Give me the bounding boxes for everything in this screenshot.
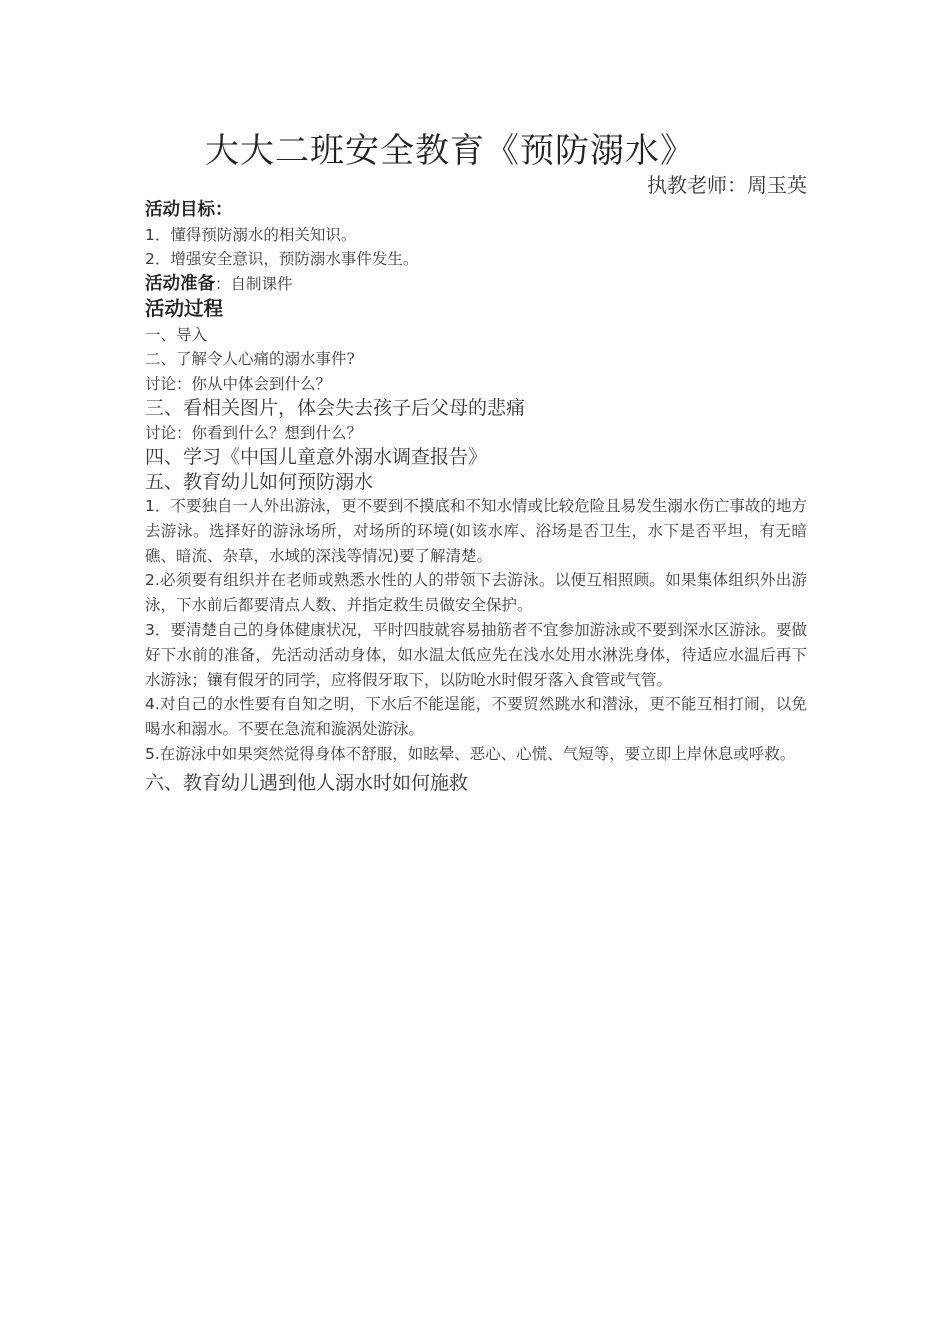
prep-heading: 活动准备: [145, 273, 215, 294]
rule-paragraph: 1．不要独自一人外出游泳，更不要到不摸底和不知水情或比较危险且易发生溺水伤亡事故的地方去游泳。选择好的游泳场所，对场所的环境(如该水库、浴场是否卫生，水下是否平坦，有无暗礁、暗流、杂草，水域的深浅等情况)要了解清楚。: [145, 497, 807, 565]
discussion-1: 讨论：你从中体会到什么？: [145, 374, 332, 393]
step-prevention: 五、教育幼儿如何预防溺水: [145, 470, 374, 493]
page-title: 大大二班安全教育《预防溺水》: [205, 131, 695, 171]
goals-heading: 活动目标：: [145, 200, 233, 220]
teacher-name: 执教老师：周玉英: [647, 173, 807, 197]
step-report: 四、学习《中国儿童意外溺水调查报告》: [145, 446, 488, 468]
rule-paragraph: 2.必须要有组织并在老师或熟悉水性的人的带领下去游泳。以便互相照顾。如果集体组织外出游泳，下水前后都要清点人数、并指定救生员做安全保护。: [145, 571, 807, 615]
goal-item: 2．增强安全意识，预防溺水事件发生。: [145, 250, 419, 268]
step-events: 二、了解令人心痛的溺水事件?: [145, 350, 355, 368]
rule-paragraph: 3．要清楚自己的身体健康状况，平时四肢就容易抽筋者不宜参加游泳或不要到深水区游泳。要做好下水前的准备，先活动活动身体，如水温太低应先在浅水处用水淋洗身体，待适应水温后再下水游泳；镶有假牙的同学，应将假牙取下，以防呛水时假牙落入食管或气管。: [145, 620, 807, 689]
step-pictures: 三、看相关图片，体会失去孩子后父母的悲痛: [145, 397, 526, 419]
rule-paragraph: 4.对自己的水性要有自知之明，下水后不能逞能，不要贸然跳水和潜泳，更不能互相打闹，以免喝水和溺水。不要在急流和漩涡处游泳。: [145, 695, 807, 739]
rule-paragraph: 5.在游泳中如果突然觉得身体不舒服，如眩晕、恶心、心慌、气短等，要立即上岸休息或呼救。: [145, 744, 796, 763]
step-intro: 一、导入: [145, 325, 208, 344]
discussion-2: 讨论：你看到什么？想到什么？: [145, 423, 363, 442]
document-body: [145, 124, 807, 795]
prep-text: ：自制课件: [215, 274, 293, 293]
step-rescue: 六、教育幼儿遇到他人溺水时如何施救: [145, 771, 469, 794]
goal-item: 1．懂得预防溺水的相关知识。: [145, 225, 357, 244]
prep-line: [145, 272, 807, 297]
process-heading: 活动过程: [145, 297, 224, 320]
